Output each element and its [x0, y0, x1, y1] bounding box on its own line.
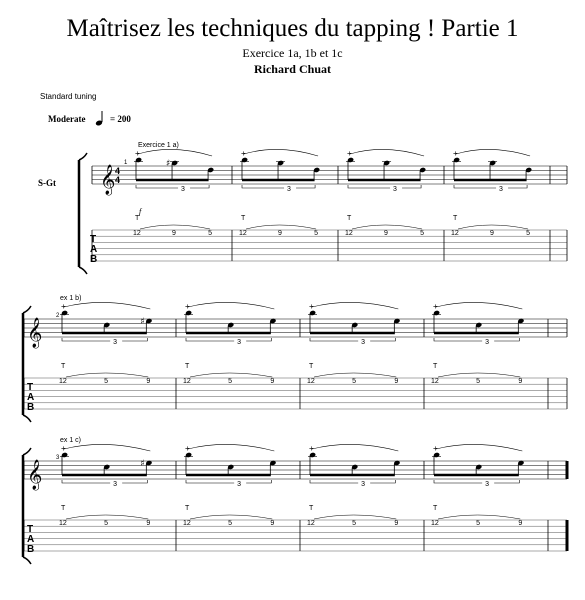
tuplet-number: 3 [393, 186, 397, 193]
tap-plus-mark: + [135, 149, 140, 158]
tab-slur [190, 515, 272, 519]
tap-mark: T [433, 363, 438, 370]
tuplet-number: 3 [237, 481, 242, 488]
bracket-top [23, 306, 31, 313]
tab-fret-number: 5 [208, 230, 212, 237]
instrument-label: S-Gt [38, 178, 56, 188]
tuplet-bracket [434, 338, 519, 341]
tuning-label: Standard tuning [40, 92, 97, 101]
tap-plus-mark: + [433, 302, 438, 311]
system-3 [23, 437, 567, 564]
tap-plus-mark: + [347, 149, 352, 158]
tab-fret-number: 9 [394, 378, 399, 385]
treble-clef-icon: 𝄞 [27, 460, 43, 490]
tuplet-number: 3 [361, 339, 366, 346]
bracket-bottom [23, 557, 31, 564]
tab-fret-number: 9 [146, 378, 151, 385]
tap-mark: T [241, 215, 246, 222]
tap-mark: T [61, 363, 66, 370]
tab-fret-number: 9 [278, 230, 282, 237]
tap-plus-mark: + [309, 302, 314, 311]
tuplet-number: 3 [499, 186, 503, 193]
slur [456, 149, 530, 156]
tab-fret-number: 9 [270, 378, 275, 385]
tuplet-bracket [62, 480, 147, 483]
tab-fret-number: 12 [59, 378, 67, 385]
tab-fret-number: 9 [394, 520, 399, 527]
slur [64, 444, 150, 451]
slur [350, 149, 424, 156]
tab-clef-letter: B [27, 544, 35, 555]
tap-plus-mark: + [453, 149, 458, 158]
system-2 [23, 295, 567, 422]
tab-slur [314, 515, 396, 519]
tab-slur [66, 515, 148, 519]
tuplet-bracket [62, 338, 147, 341]
tab-clef-letter: A [90, 244, 98, 255]
subtitle: Exercice 1a, 1b et 1c [242, 46, 343, 60]
measure-number: 3 [56, 455, 60, 461]
tempo-value: = 200 [110, 114, 131, 124]
tab-clef-letter: B [27, 402, 35, 413]
system-1 [79, 142, 567, 274]
slur [188, 302, 274, 309]
tuplet-number: 3 [485, 339, 490, 346]
slur [436, 302, 522, 309]
treble-clef-icon: 𝄞 [27, 318, 43, 348]
exercise-label: Exercice 1 a) [138, 142, 179, 149]
tab-fret-number: 5 [228, 378, 233, 385]
treble-clef-icon: 𝄞 [100, 165, 116, 195]
bracket-bottom [79, 267, 87, 274]
tab-fret-number: 5 [420, 230, 424, 237]
time-signature-top: 4 [115, 166, 121, 176]
tap-mark: T [309, 505, 314, 512]
tuplet-bracket [348, 185, 421, 188]
tuplet-number: 3 [485, 481, 490, 488]
tuplet-bracket [186, 480, 271, 483]
tab-fret-number: 5 [314, 230, 318, 237]
tuplet-bracket [242, 185, 315, 188]
tab-clef-letter: A [27, 534, 35, 545]
tap-mark: T [135, 215, 140, 222]
time-signature-bottom: 4 [115, 175, 121, 185]
tab-fret-number: 12 [239, 230, 247, 237]
tuplet-number: 3 [181, 186, 185, 193]
bracket-top [79, 153, 87, 160]
tuplet-number: 3 [113, 339, 118, 346]
tab-fret-number: 12 [307, 378, 315, 385]
slur [312, 444, 398, 451]
tap-plus-mark: + [433, 444, 438, 453]
tab-fret-number: 5 [476, 378, 481, 385]
tuplet-bracket [136, 185, 209, 188]
tab-slur [246, 225, 316, 229]
tab-slur [352, 225, 422, 229]
tab-fret-number: 12 [183, 378, 191, 385]
sharp-icon: ♯ [140, 317, 145, 327]
slur [64, 302, 150, 309]
tab-clef-letter: T [27, 524, 34, 535]
tempo-label: Moderate [48, 114, 86, 124]
tab-fret-number: 12 [431, 378, 439, 385]
tab-fret-number: 12 [59, 520, 67, 527]
measure-number: 1 [124, 160, 128, 166]
dynamic-mark: f [139, 207, 142, 216]
tap-mark: T [185, 505, 190, 512]
tap-plus-mark: + [185, 302, 190, 311]
tuplet-number: 3 [113, 481, 118, 488]
tap-plus-mark: + [61, 444, 66, 453]
tab-fret-number: 9 [270, 520, 275, 527]
tuplet-number: 3 [237, 339, 242, 346]
tap-mark: T [185, 363, 190, 370]
tab-fret-number: 5 [104, 520, 109, 527]
tap-plus-mark: + [309, 444, 314, 453]
tab-fret-number: 9 [490, 230, 494, 237]
tab-fret-number: 12 [133, 230, 141, 237]
tab-fret-number: 5 [476, 520, 481, 527]
tap-plus-mark: + [241, 149, 246, 158]
tuplet-bracket [434, 480, 519, 483]
tap-plus-mark: + [61, 302, 66, 311]
bracket-top [23, 448, 31, 455]
tap-mark: T [61, 505, 66, 512]
tap-mark: T [347, 215, 352, 222]
sharp-icon: ♯ [166, 159, 171, 169]
tab-slur [190, 373, 272, 377]
author: Richard Chuat [253, 62, 331, 76]
tap-plus-mark: + [185, 444, 190, 453]
tap-mark: T [453, 215, 458, 222]
bracket-bottom [23, 415, 31, 422]
tab-fret-number: 12 [451, 230, 459, 237]
tab-fret-number: 12 [345, 230, 353, 237]
tab-slur [66, 373, 148, 377]
slur [312, 302, 398, 309]
tuplet-bracket [454, 185, 527, 188]
slur [138, 149, 212, 156]
tab-clef-letter: B [90, 254, 98, 265]
tab-fret-number: 5 [228, 520, 233, 527]
tab-fret-number: 5 [104, 378, 109, 385]
exercise-label: ex 1 c) [60, 437, 82, 444]
tab-fret-number: 12 [183, 520, 191, 527]
exercise-label: ex 1 b) [60, 295, 82, 302]
tab-slur [140, 225, 210, 229]
measure-number: 2 [56, 313, 60, 319]
tab-slur [458, 225, 528, 229]
tuplet-number: 3 [361, 481, 366, 488]
tab-slur [314, 373, 396, 377]
tuplet-bracket [186, 338, 271, 341]
tuplet-bracket [310, 480, 395, 483]
tab-fret-number: 5 [526, 230, 530, 237]
slur [436, 444, 522, 451]
tab-clef-letter: T [27, 382, 34, 393]
tuplet-number: 3 [287, 186, 291, 193]
tab-clef-letter: T [90, 234, 97, 245]
tab-fret-number: 5 [352, 520, 357, 527]
tab-slur [438, 373, 520, 377]
tab-fret-number: 9 [172, 230, 176, 237]
tab-fret-number: 12 [431, 520, 439, 527]
tap-mark: T [433, 505, 438, 512]
tuplet-bracket [310, 338, 395, 341]
slur [244, 149, 318, 156]
tab-slur [438, 515, 520, 519]
tab-fret-number: 9 [384, 230, 388, 237]
page-title: Maîtrisez les techniques du tapping ! Partie 1 [66, 15, 519, 42]
tab-fret-number: 9 [518, 378, 523, 385]
tap-mark: T [309, 363, 314, 370]
tab-fret-number: 9 [146, 520, 151, 527]
tab-fret-number: 5 [352, 378, 357, 385]
tab-fret-number: 9 [518, 520, 523, 527]
sharp-icon: ♯ [140, 459, 145, 469]
tab-fret-number: 12 [307, 520, 315, 527]
slur [188, 444, 274, 451]
tab-clef-letter: A [27, 392, 35, 403]
